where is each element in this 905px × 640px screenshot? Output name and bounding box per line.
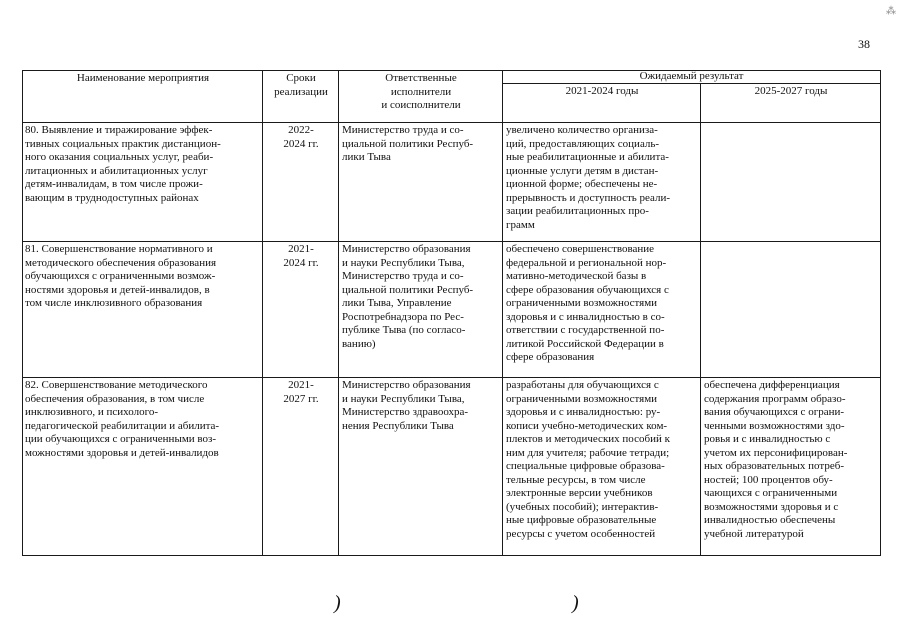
measure-responsible: Министерство образования и науки Республики Тыва, Министерство труда и со- циальной политики Респуб- лики Тыва, Управление Роспотребнадзора по Рес- публике Тыва (по согласо- ванию) (339, 242, 503, 378)
measure-name: 80. Выявление и тиражирование эффек- тивных социальных практик дистанцион- ного оказания социальных услуг, реаби- литационных и абилитационных услуг детям-инвалидам, в том числе прожи- вающим в труднодоступных районах (23, 123, 263, 242)
measure-name: 81. Совершенствование нормативного и методического обеспечения образования обучающихся с ограниченными возмож- ностями здоровья и детей-инвалидов, в том числе инклюзивного образования (23, 242, 263, 378)
header-period-2025-2027: 2025-2027 годы (701, 84, 881, 123)
corner-scan-mark: ⁂ (886, 6, 896, 17)
header-term: Сроки реализации (263, 71, 339, 123)
header-period-2021-2024: 2021-2024 годы (503, 84, 701, 123)
measure-responsible: Министерство труда и со- циальной политики Респуб- лики Тыва (339, 123, 503, 242)
result-2025-2027 (701, 123, 881, 242)
measure-term: 2021- 2027 гг. (263, 378, 339, 556)
measures-table (22, 70, 881, 556)
footer-mark-right: ) (572, 592, 579, 614)
result-2025-2027: обеспечена дифференциация содержания программ образо- вания обучающихся с ограни- ченными возможностями здо- ровья и с инвалидностью с учетом их персонифицирован- ных образовательных потреб- ностей; 100 процентов обу- чающихся с ограниченными возможностями здоровья и с инвалидностью обеспечены учебной литературой (701, 378, 881, 556)
table-row (23, 123, 881, 242)
measure-term: 2021- 2024 гг. (263, 242, 339, 378)
measure-term: 2022- 2024 гг. (263, 123, 339, 242)
table-header-row (23, 71, 881, 84)
result-2021-2024: увеличено количество организа- ций, предоставляющих социаль- ные реабилитационные и абилита- ционные услуги детям в дистан- ционной форме; обеспечены не- прерывность и доступность реали- зации реабилитационных про- грамм (503, 123, 701, 242)
header-expected-result: Ожидаемый результат (503, 71, 881, 84)
measure-name: 82. Совершенствование методического обеспечения образования, в том числе инклюзивного, и психолого- педагогической реабилитации и абилита- ции обучающихся с ограниченными воз- можностями здоровья и детей-инвалидов (23, 378, 263, 556)
table-row (23, 378, 881, 556)
header-measure-name: Наименование мероприятия (23, 71, 263, 123)
result-2021-2024: обеспечено совершенствование федеральной и региональной нор- мативно-методической базы в сфере образования обучающихся с ограниченными возможностями здоровья и с инвалидностью в со- ответствии с государственной по- литикой Российской Федерации в сфере образования (503, 242, 701, 378)
footer-mark-left: ) (334, 592, 341, 614)
table-row (23, 242, 881, 378)
result-2025-2027 (701, 242, 881, 378)
header-responsible: Ответственные исполнители и соисполнители (339, 71, 503, 123)
result-2021-2024: разработаны для обучающихся с ограниченными возможностями здоровья и с инвалидностью: ру- кописи учебно-методических ком- плектов и методических пособий к ним для учителя; рабочие тетради; специальные цифровые образова- тельные ресурсы, в том числе электронные версии учебников (учебных пособий); интерактив- ные цифровые образовательные ресурсы с учетом особенностей (503, 378, 701, 556)
measure-responsible: Министерство образования и науки Республики Тыва, Министерство здравоохра- нения Республики Тыва (339, 378, 503, 556)
page-number: 38 (858, 37, 870, 51)
